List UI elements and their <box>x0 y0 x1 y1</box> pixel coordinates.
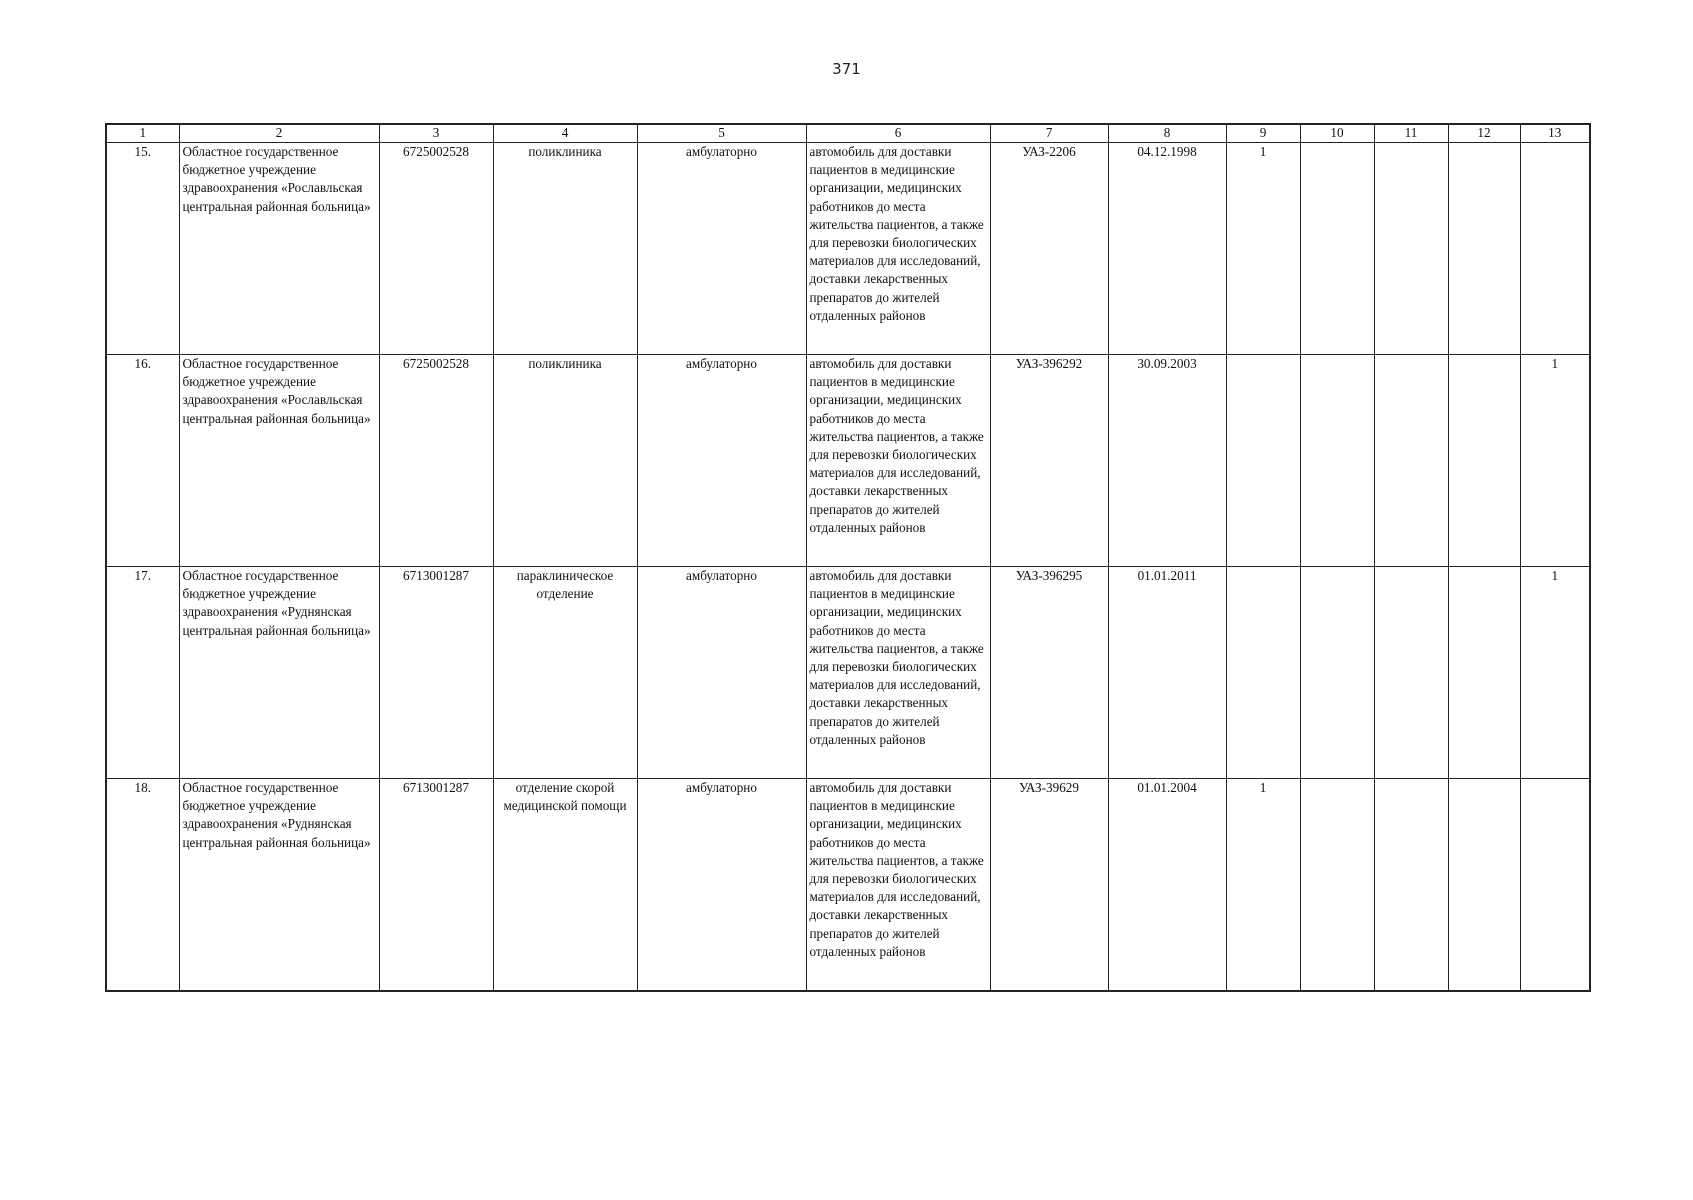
header-cell-6: 6 <box>806 124 990 143</box>
organization-name: Областное государственное бюджетное учреждение здравоохранения «Руднянская центральная районная больница» <box>179 567 379 779</box>
table-header <box>106 124 1590 143</box>
col11-cell <box>1374 567 1448 779</box>
department-cell: параклиническое отделение <box>493 567 637 779</box>
col12-cell <box>1448 567 1520 779</box>
inn-cell: 6725002528 <box>379 143 493 355</box>
vehicle-model-cell: УАЗ-39629 <box>990 779 1108 991</box>
organization-name: Областное государственное бюджетное учреждение здравоохранения «Руднянская центральная районная больница» <box>179 779 379 991</box>
vehicle-model-cell: УАЗ-396295 <box>990 567 1108 779</box>
date-cell: 01.01.2004 <box>1108 779 1226 991</box>
header-cell-12: 12 <box>1448 124 1520 143</box>
header-cell-8: 8 <box>1108 124 1226 143</box>
header-cell-10: 10 <box>1300 124 1374 143</box>
date-cell: 30.09.2003 <box>1108 355 1226 567</box>
col12-cell <box>1448 143 1520 355</box>
row-number: 18. <box>106 779 179 991</box>
header-cell-13: 13 <box>1520 124 1590 143</box>
vehicle-purpose-cell: автомобиль для доставки пациентов в медицинские организации, медицинских работников до места жительства пациентов, а также для перевозки биологических материалов для исследований, доставки лекарственных препаратов до жителей отдаленных районов <box>806 143 990 355</box>
header-cell-1: 1 <box>106 124 179 143</box>
row-number: 15. <box>106 143 179 355</box>
vehicle-purpose-cell: автомобиль для доставки пациентов в медицинские организации, медицинских работников до места жительства пациентов, а также для перевозки биологических материалов для исследований, доставки лекарственных препаратов до жителей отдаленных районов <box>806 355 990 567</box>
organization-name: Областное государственное бюджетное учреждение здравоохранения «Рославльская центральная районная больница» <box>179 143 379 355</box>
department-cell: поликлиника <box>493 143 637 355</box>
table-body <box>106 143 1590 991</box>
table-row <box>106 567 1590 779</box>
row-number: 16. <box>106 355 179 567</box>
col11-cell <box>1374 355 1448 567</box>
header-row <box>106 124 1590 143</box>
col10-cell <box>1300 567 1374 779</box>
header-cell-3: 3 <box>379 124 493 143</box>
table-row <box>106 779 1590 991</box>
table-row <box>106 143 1590 355</box>
col9-cell: 1 <box>1226 143 1300 355</box>
col11-cell <box>1374 779 1448 991</box>
header-cell-5: 5 <box>637 124 806 143</box>
date-cell: 01.01.2011 <box>1108 567 1226 779</box>
care-type-cell: амбулаторно <box>637 355 806 567</box>
department-cell: поликлиника <box>493 355 637 567</box>
inn-cell: 6725002528 <box>379 355 493 567</box>
date-cell: 04.12.1998 <box>1108 143 1226 355</box>
col12-cell <box>1448 355 1520 567</box>
vehicle-purpose-cell: автомобиль для доставки пациентов в медицинские организации, медицинских работников до места жительства пациентов, а также для перевозки биологических материалов для исследований, доставки лекарственных препаратов до жителей отдаленных районов <box>806 779 990 991</box>
table-row <box>106 355 1590 567</box>
col10-cell <box>1300 355 1374 567</box>
header-cell-2: 2 <box>179 124 379 143</box>
vehicle-purpose-cell: автомобиль для доставки пациентов в медицинские организации, медицинских работников до места жительства пациентов, а также для перевозки биологических материалов для исследований, доставки лекарственных препаратов до жителей отдаленных районов <box>806 567 990 779</box>
organization-name: Областное государственное бюджетное учреждение здравоохранения «Рославльская центральная районная больница» <box>179 355 379 567</box>
vehicle-model-cell: УАЗ-2206 <box>990 143 1108 355</box>
col10-cell <box>1300 779 1374 991</box>
header-cell-4: 4 <box>493 124 637 143</box>
col13-cell: 1 <box>1520 567 1590 779</box>
col13-cell <box>1520 779 1590 991</box>
vehicle-model-cell: УАЗ-396292 <box>990 355 1108 567</box>
col13-cell: 1 <box>1520 355 1590 567</box>
header-cell-9: 9 <box>1226 124 1300 143</box>
inn-cell: 6713001287 <box>379 779 493 991</box>
care-type-cell: амбулаторно <box>637 567 806 779</box>
col13-cell <box>1520 143 1590 355</box>
col10-cell <box>1300 143 1374 355</box>
department-cell: отделение скорой медицинской помощи <box>493 779 637 991</box>
col12-cell <box>1448 779 1520 991</box>
care-type-cell: амбулаторно <box>637 779 806 991</box>
col9-cell: 1 <box>1226 779 1300 991</box>
row-number: 17. <box>106 567 179 779</box>
page-number: 371 <box>832 60 861 78</box>
vehicle-registry-table <box>105 123 1591 992</box>
header-cell-11: 11 <box>1374 124 1448 143</box>
col9-cell <box>1226 567 1300 779</box>
care-type-cell: амбулаторно <box>637 143 806 355</box>
inn-cell: 6713001287 <box>379 567 493 779</box>
col9-cell <box>1226 355 1300 567</box>
header-cell-7: 7 <box>990 124 1108 143</box>
col11-cell <box>1374 143 1448 355</box>
